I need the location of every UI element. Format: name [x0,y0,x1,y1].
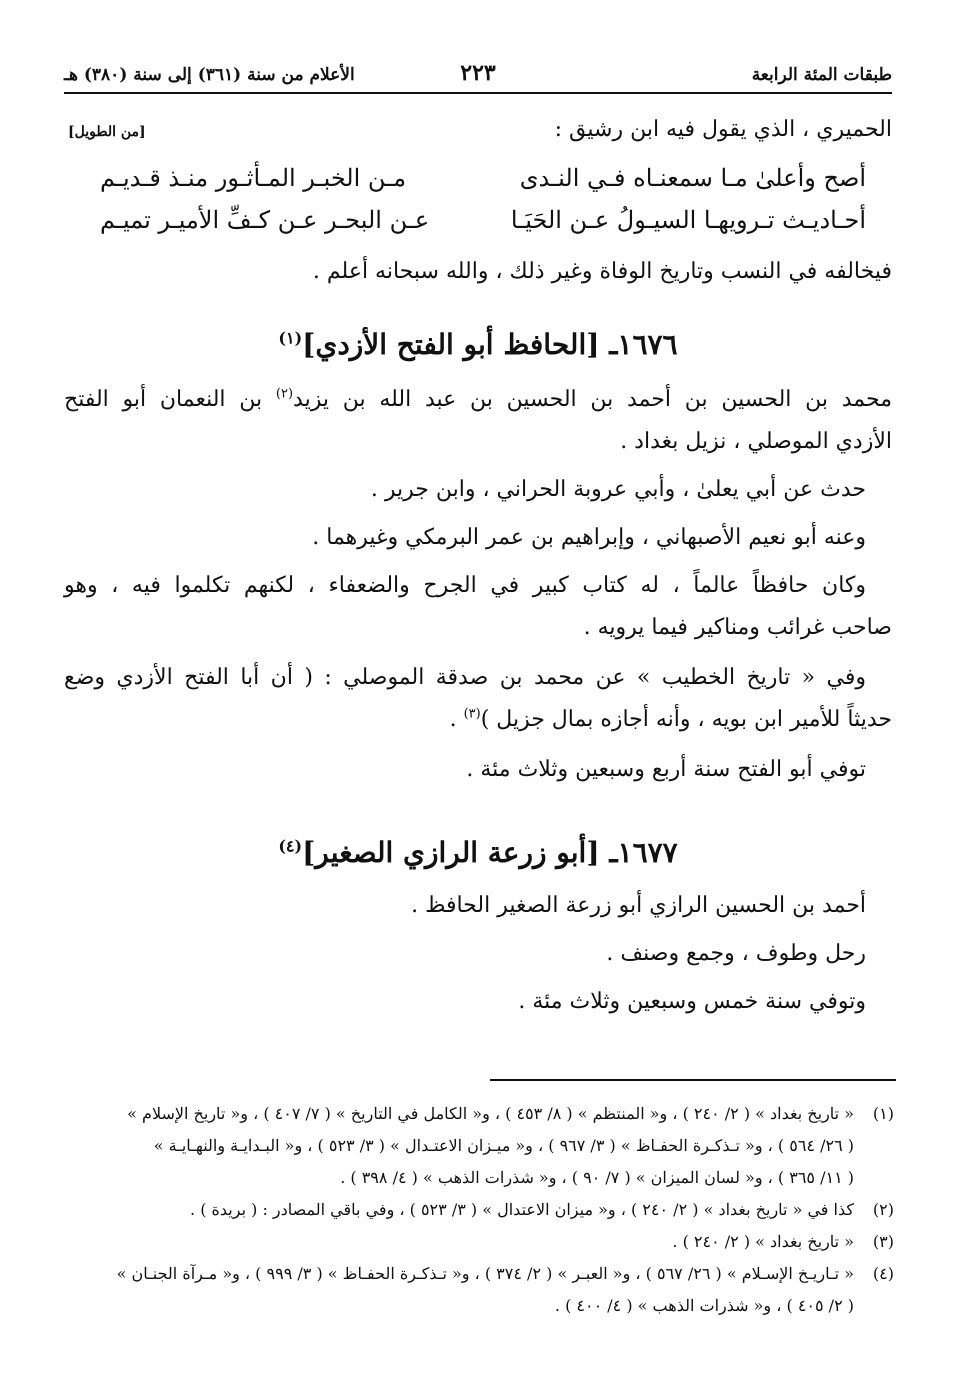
entry-1677-heading [0,836,956,869]
entry-1677-footnote-ref: (٤) [278,836,303,856]
name-chain-part-1: محمد بن الحسين بن أحمد بن الحسين بن عبد الله بن يزيد [293,387,892,412]
header-book-section: طبقات المئة الرابعة [751,65,892,85]
entry-1676-footnote-ref: (١) [278,328,303,348]
footnote-2-line-1 [190,1200,894,1219]
footnote-4-line-2: ( ٢/ ٤٠٥ ) ، و« شذرات الذهب » ( ٤/ ٤٠٠ ) . [554,1296,854,1315]
footnote-1-line-3: ( ١١/ ٣٦٥ ) ، و« لسان الميزان » ( ٧/ ٩٠ ) ، و« شذرات الذهب » ( ٤/ ٣٩٨ ) . [340,1168,854,1187]
verse-1-first-hemistich: أصح وأعلىٰ مـا سمعنـاه فـي النـدى [519,164,866,192]
verse-1-second-hemistich: مـن الخبـر المـأثـور منـذ قـديـم [100,164,407,192]
running-header [64,58,892,94]
entry-1676-para-4-line-2: صاحب غرائب ومناكير فيما يرويه . [583,615,892,640]
footnote-ref-3: (٣) [463,706,481,722]
footnote-1-line-2: ( ٢٦/ ٥٦٤ ) ، و« تـذكـرة الحفـاظ » ( ٣/ ٩٦٧ ) ، و« ميـزان الاعتـدال » ( ٣/ ٥٢٣ ) ، و« البـدايـة والنهـايـة » [153,1136,854,1155]
header-years-range: الأعلام من سنة (٣٦١) إلى سنة (٣٨٠) هـ [64,65,355,85]
entry-1677-para-3: وتوفي سنة خمس وسبعين وثلاث مئة . [518,989,866,1014]
intro-line: الحميري ، الذي يقول فيه ابن رشيق : [554,117,892,142]
footnote-3-marker: (٣) [872,1232,894,1251]
verse-2-second-hemistich: عـن البحـر عـن كـفِّ الأميـر تميـم [100,206,430,234]
footnote-4-line-1 [116,1264,894,1283]
footnote-4-text-1: « تـاريـخ الإسـلام » ( ٢٦/ ٥٦٧ ) ، و« العبـر » ( ٢/ ٣٧٤ ) ، و« تـذكـرة الحفـاظ » ( ٣/ ٩٩٩ ) ، و« مـرآة الجنـان » [116,1264,854,1283]
entry-1677-title: ١٦٧٧ـ [أبو زرعة الرازي الصغير] [302,836,678,869]
para-period: . [449,707,457,732]
footnote-3-text-1: « تاريخ بغداد » ( ٢/ ٢٤٠ ) . [672,1232,854,1251]
entry-1676-para-5-line-1: وفي « تاريخ الخطيب » عن محمد بن صدقة الموصلي : ( أن أبا الفتح الأزدي وضع [64,665,866,690]
meter-label: [من الطويل] [68,124,146,140]
entry-1676-para-5-line-2 [450,706,892,735]
footnote-1-line-1 [127,1104,894,1123]
footnote-ref-2: (٢) [275,386,294,402]
entry-1676-title: ١٦٧٦ـ [الحافظ أبو الفتح الأزدي] [302,328,678,361]
footnote-1-marker: (١) [872,1104,894,1123]
footnote-3-line-1 [672,1232,894,1251]
name-chain-part-2: بن النعمان أبو الفتح [64,387,263,412]
page-number: ٢٢٣ [460,60,496,86]
entry-1676-para-4-line-1: وكان حافظاً عالماً ، له كتاب كبير في الجرح والضعفاء ، لكنهم تكلموا فيه ، وهو [64,573,866,598]
quote-end: حديثاً للأمير ابن بويه ، وأنه أجازه بمال جزيل ) [480,707,892,732]
footnote-separator [490,1079,896,1081]
entry-1676-para-6: توفي أبو الفتح سنة أربع وسبعين وثلاث مئة . [466,757,866,782]
entry-1677-para-1: أحمد بن الحسين الرازي أبو زرعة الصغير الحافظ . [411,893,866,918]
entry-1676-para-2: حدث عن أبي يعلىٰ ، وأبي عروبة الحراني ، وابن جرير . [370,477,866,502]
entry-1676-heading [0,328,956,361]
footnote-2-text-1: كذا في « تاريخ بغداد » ( ٢/ ٢٤٠ ) ، و« ميزان الاعتدال » ( ٣/ ٥٢٣ ) ، وفي باقي المصادر : ( بريدة ) . [190,1200,854,1219]
footnote-4-marker: (٤) [872,1264,894,1283]
entry-1676-para-1-line-1 [64,386,892,415]
footnote-1-text-1: « تاريخ بغداد » ( ٢/ ٢٤٠ ) ، و« المنتظم » ( ٨/ ٤٥٣ ) ، و« الكامل في التاريخ » ( ٧/ ٤٠٧ ) ، و« تاريخ الإسلام » [127,1104,854,1123]
verse-2-first-hemistich: أحـاديـث تـرويهـا السيـولُ عـن الحَيَـا [510,206,866,234]
closing-line: فيخالفه في النسب وتاريخ الوفاة وغير ذلك ، والله سبحانه أعلم . [312,259,892,284]
entry-1677-para-2: رحل وطوف ، وجمع وصنف . [606,941,866,966]
footnote-2-marker: (٢) [872,1200,894,1219]
entry-1676-para-3: وعنه أبو نعيم الأصبهاني ، وإبراهيم بن عمر البرمكي وغيرهما . [312,525,866,550]
entry-1676-para-1-line-2: الأزدي الموصلي ، نزيل بغداد . [620,429,892,454]
